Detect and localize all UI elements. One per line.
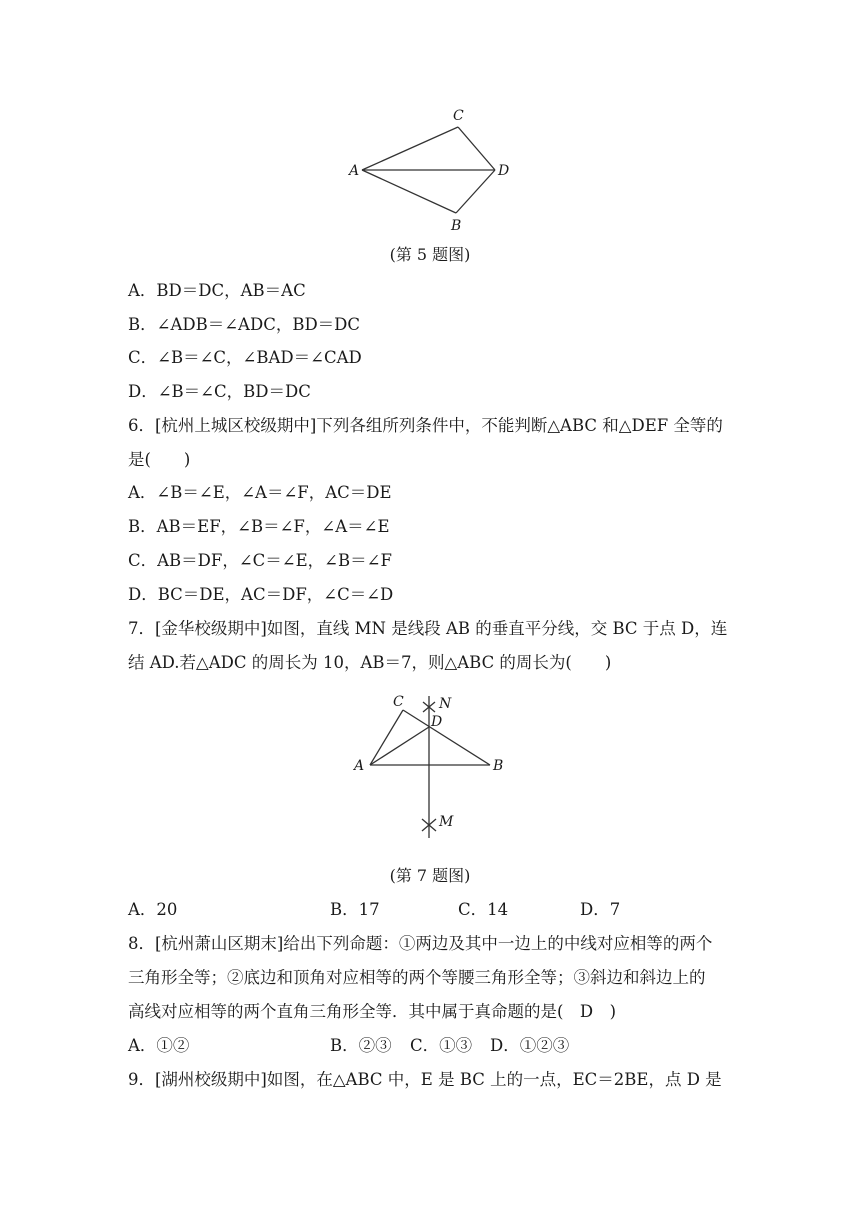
q5-option-a: A．BD＝DC，AB＝AC	[128, 281, 306, 300]
q6-option-b: B．AB＝EF，∠B＝∠F，∠A＝∠E	[128, 517, 390, 536]
q6-stem-line2: 是( )	[128, 450, 191, 469]
q8-stem-line1: 8．[杭州萧山区期末]给出下列命题：①两边及其中一边上的中线对应相等的两个	[128, 934, 713, 953]
segment-AB	[362, 170, 456, 213]
label-B: B	[451, 218, 462, 234]
q7-option-a: A．20	[128, 900, 178, 919]
label-A: A	[349, 163, 360, 179]
q8-option-a: A．①②	[128, 1036, 190, 1055]
figure-5-caption: (第 5 题图)	[389, 245, 471, 264]
q5-option-d: D．∠B＝∠C，BD＝DC	[128, 382, 311, 401]
q6-option-a: A．∠B＝∠E，∠A＝∠F，AC＝DE	[128, 483, 392, 502]
q6-option-d: D．BC＝DE，AC＝DF，∠C＝∠D	[128, 585, 394, 604]
label-C: C	[453, 108, 464, 124]
segment-CB	[403, 710, 490, 765]
label-D: D	[498, 163, 510, 179]
segment-AC	[362, 127, 458, 170]
figure-7-diagram	[345, 688, 520, 848]
q7-stem-line2: 结 AD.若△ADC 的周长为 10，AB＝7，则△ABC 的周长为( )	[128, 653, 612, 672]
q8-option-b: B．②③	[330, 1036, 392, 1055]
q7-option-c: C．14	[458, 900, 509, 919]
q8-option-d: D．①②③	[490, 1036, 570, 1055]
label-D: D	[431, 714, 443, 730]
segment-AD	[370, 727, 429, 765]
q6-stem-line1: 6．[杭州上城区校级期中]下列各组所列条件中，不能判断△ABC 和△DEF 全等的	[128, 416, 723, 435]
label-N: N	[439, 696, 452, 712]
segment-AC	[370, 710, 403, 765]
segment-CD	[458, 127, 495, 170]
segment-BD	[456, 170, 495, 213]
label-M: M	[439, 814, 454, 830]
q7-stem-line1: 7．[金华校级期中]如图，直线 MN 是线段 AB 的垂直平分线，交 BC 于点 D，连	[128, 619, 728, 638]
q6-option-c: C．AB＝DF，∠C＝∠E，∠B＝∠F	[128, 551, 392, 570]
figure-7-caption: (第 7 题图)	[389, 866, 471, 885]
q7-option-d: D．7	[580, 900, 621, 919]
q7-option-b: B．17	[330, 900, 380, 919]
q8-stem-line2: 三角形全等；②底边和顶角对应相等的两个等腰三角形全等；③斜边和斜边上的	[128, 968, 706, 987]
q5-option-c: C．∠B＝∠C，∠BAD＝∠CAD	[128, 348, 362, 367]
q5-option-b: B．∠ADB＝∠ADC，BD＝DC	[128, 315, 361, 334]
label-B: B	[493, 758, 504, 774]
label-A: A	[354, 758, 365, 774]
q9-stem-line1: 9．[湖州校级期中]如图，在△ABC 中，E 是 BC 上的一点，EC＝2BE，点 D 是	[128, 1070, 722, 1089]
label-C: C	[393, 694, 404, 710]
q8-stem-line3: 高线对应相等的两个直角三角形全等．其中属于真命题的是( D )	[128, 1002, 617, 1021]
figure-5-diagram	[340, 100, 520, 240]
q8-option-c: C．①③	[410, 1036, 473, 1055]
